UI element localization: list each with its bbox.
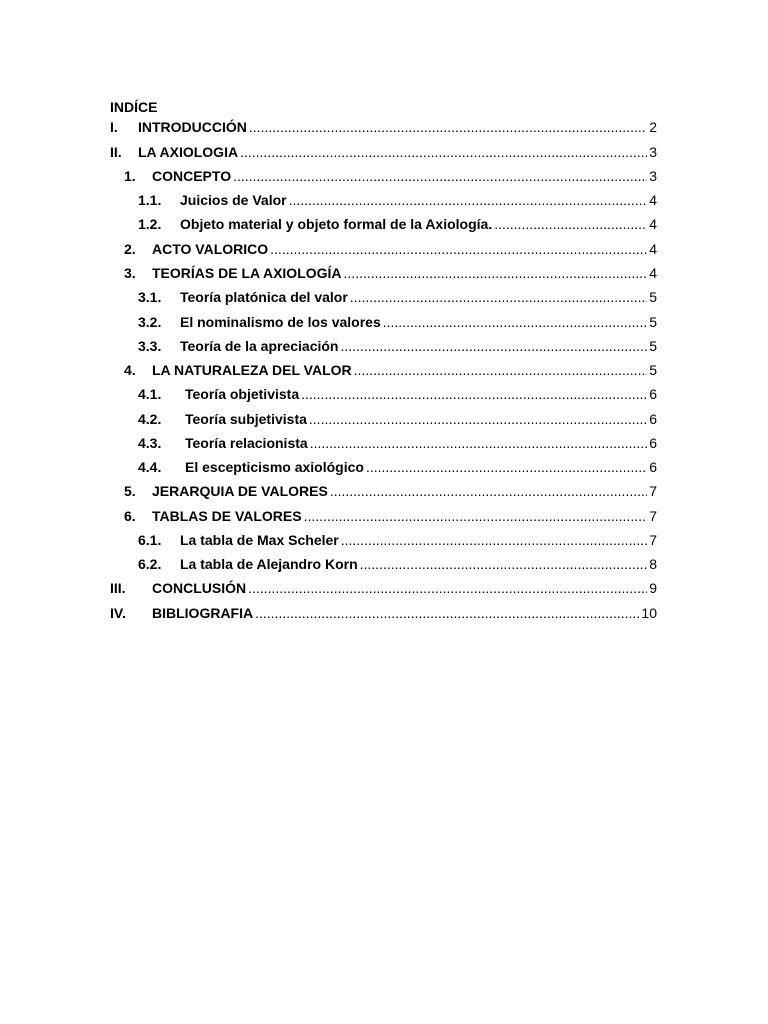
toc-entry-page: 5 (649, 338, 657, 354)
toc-entry[interactable] (124, 264, 657, 282)
toc-entry-label: ACTO VALORICO (152, 241, 269, 257)
toc-entry-label: Juicios de Valor (180, 192, 287, 208)
toc-entry[interactable] (138, 531, 657, 549)
toc-dot-leader (348, 288, 647, 306)
toc-entry[interactable] (138, 337, 657, 355)
toc-entry[interactable] (124, 507, 657, 525)
toc-entry-page: 7 (649, 483, 657, 499)
toc-entry-label: TABLAS DE VALORES (152, 508, 302, 524)
toc-entry-page: 6 (649, 435, 657, 451)
toc-entry-page: 4 (649, 192, 657, 208)
toc-dot-leader (364, 458, 647, 476)
toc-entry[interactable] (138, 434, 657, 452)
toc-entry-number: 3.1. (138, 289, 162, 305)
toc-entry-label: LA NATURALEZA DEL VALOR (152, 362, 352, 378)
toc-dot-leader (287, 191, 648, 209)
toc-dot-leader (339, 531, 647, 549)
toc-entry-number: 5. (124, 483, 136, 499)
toc-entry[interactable] (124, 167, 657, 185)
toc-dot-leader (381, 313, 647, 331)
toc-entry-page: 4 (649, 216, 657, 232)
toc-dot-leader (247, 118, 647, 136)
toc-entry[interactable] (138, 313, 657, 331)
toc-entry-label: La tabla de Max Scheler (180, 532, 339, 548)
toc-entry-number: 2. (124, 241, 136, 257)
toc-dot-leader (246, 579, 647, 597)
toc-entry[interactable] (110, 604, 657, 622)
toc-entry-number: III. (110, 580, 126, 596)
toc-entry-number: 4. (124, 362, 136, 378)
toc-entry-page: 6 (649, 386, 657, 402)
toc-entry-page: 7 (649, 508, 657, 524)
toc-entry-page: 4 (649, 241, 657, 257)
toc-entry-number: 1.2. (138, 216, 162, 232)
toc-entry-label: Teoría objetivista (185, 386, 300, 402)
toc-entry-number: 6.1. (138, 532, 162, 548)
toc-dot-leader (307, 410, 647, 428)
toc-title: INDÍCE (110, 99, 158, 115)
toc-entry-label: Teoría subjetivista (185, 411, 307, 427)
toc-entry[interactable] (138, 385, 657, 403)
toc-dot-leader (358, 555, 648, 573)
toc-entry-page: 8 (649, 556, 657, 572)
toc-entry-number: II. (110, 144, 122, 160)
toc-entry[interactable] (124, 361, 657, 379)
toc-entry-label: La tabla de Alejandro Korn (180, 556, 358, 572)
toc-dot-leader (299, 385, 647, 403)
toc-entry[interactable] (138, 410, 657, 428)
toc-entry-page: 3 (649, 168, 657, 184)
toc-entry[interactable] (110, 118, 657, 136)
toc-entry-label: JERARQUIA DE VALORES (152, 483, 328, 499)
toc-entry[interactable] (138, 288, 657, 306)
toc-entry-number: 6. (124, 508, 136, 524)
toc-entry-number: 3.3. (138, 338, 162, 354)
toc-entry-label: BIBLIOGRAFIA (152, 605, 254, 621)
toc-dot-leader (338, 337, 647, 355)
toc-entry-page: 2 (649, 119, 657, 135)
toc-entry[interactable] (110, 143, 657, 161)
toc-entry-page: 5 (649, 289, 657, 305)
toc-dot-leader (231, 167, 647, 185)
toc-entry-number: 4.3. (138, 435, 162, 451)
toc-entry[interactable] (138, 555, 657, 573)
toc-entry-number: 1.1. (138, 192, 162, 208)
toc-dot-leader (342, 264, 648, 282)
toc-entry-label: CONCEPTO (152, 168, 232, 184)
toc-entry-label: CONCLUSIÓN (152, 580, 247, 596)
toc-entry[interactable] (138, 215, 657, 233)
toc-entry-number: 3.2. (138, 314, 162, 330)
toc-entry-number: 4.2. (138, 411, 162, 427)
toc-entry-number: 6.2. (138, 556, 162, 572)
toc-entry-page: 9 (649, 580, 657, 596)
toc-entry-number: 1. (124, 168, 136, 184)
toc-entry[interactable] (138, 191, 657, 209)
toc-entry-label: Teoría de la apreciación (180, 338, 339, 354)
toc-entry-number: 4.4. (138, 459, 162, 475)
toc-entry-label: Teoría relacionista (185, 435, 308, 451)
toc-dot-leader (308, 434, 648, 452)
toc-entry-label: Objeto material y objeto formal de la Axiología. (180, 216, 493, 232)
toc-entry[interactable] (110, 579, 657, 597)
toc-entry-number: IV. (110, 605, 126, 621)
toc-dot-leader (238, 143, 647, 161)
toc-entry-label: INTRODUCCIÓN (138, 119, 247, 135)
toc-dot-leader (328, 482, 647, 500)
toc-entry-page: 7 (649, 532, 657, 548)
toc-entry-label: Teoría platónica del valor (180, 289, 348, 305)
toc-dot-leader (492, 215, 647, 233)
toc-dot-leader (268, 240, 647, 258)
toc-entry[interactable] (124, 482, 657, 500)
toc-entry-page: 3 (649, 144, 657, 160)
toc-entry-label: El nominalismo de los valores (180, 314, 381, 330)
toc-entry-page: 5 (649, 362, 657, 378)
toc-entry-number: I. (110, 119, 118, 135)
toc-entry-page: 10 (641, 605, 657, 621)
toc-entry-number: 4.1. (138, 386, 162, 402)
toc-dot-leader (352, 361, 648, 379)
toc-entry-page: 4 (649, 265, 657, 281)
toc-dot-leader (253, 604, 639, 622)
toc-entry-page: 6 (649, 411, 657, 427)
toc-dot-leader (302, 507, 648, 525)
toc-entry[interactable] (124, 240, 657, 258)
toc-entry-page: 5 (649, 314, 657, 330)
toc-entry[interactable] (138, 458, 657, 476)
toc-entry-label: El escepticismo axiológico (185, 459, 364, 475)
toc-entry-number: 3. (124, 265, 136, 281)
toc-entry-label: TEORÍAS DE LA AXIOLOGÍA (152, 265, 342, 281)
toc-entry-label: LA AXIOLOGIA (138, 144, 239, 160)
toc-entry-page: 6 (649, 459, 657, 475)
